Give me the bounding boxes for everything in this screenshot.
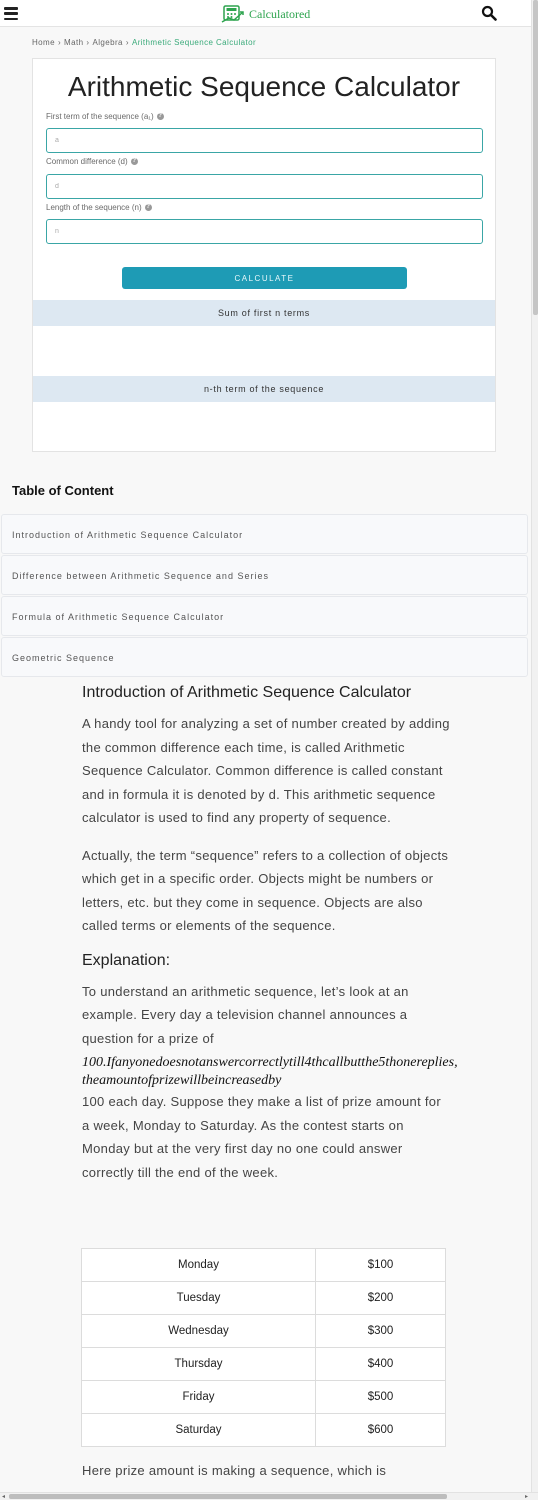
calculator-chart-logo-icon (221, 4, 245, 24)
prize-table (81, 1248, 446, 1447)
common-difference-label (46, 157, 138, 166)
table-row (82, 1348, 446, 1381)
breadcrumb-current: Arithmetic Sequence Calculator (131, 38, 257, 47)
scroll-right-arrow-icon[interactable]: ▸ (524, 1494, 528, 1500)
math-formula-line: theamountofprizewillbeincreasedby (82, 1073, 282, 1088)
vertical-scrollbar[interactable] (531, 0, 538, 1500)
table-row (82, 1315, 446, 1348)
first-term-label (46, 112, 164, 121)
breadcrumb-algebra[interactable]: Algebra (92, 38, 123, 47)
scrollbar-thumb[interactable] (533, 0, 538, 315)
sequence-length-input[interactable] (46, 219, 483, 244)
toc-item-introduction[interactable]: Introduction of Arithmetic Sequence Calculator (1, 514, 528, 554)
help-icon[interactable]: ? (132, 158, 136, 164)
toc-item-difference[interactable]: Difference between Arithmetic Sequence and Series (1, 555, 528, 595)
sequence-length-label-text: Length of the sequence (n) (46, 203, 142, 212)
article-paragraph: A handy tool for analyzing a set of number created by adding the common difference each time, is called Arithmetic Sequence Calculator. Common difference is called constant and in formula it is denoted by d. This arithmetic sequence calculator is used to find any property of sequence. (82, 716, 450, 825)
table-cell-day: Monday (82, 1249, 316, 1282)
table-row (82, 1381, 446, 1414)
article-heading: Introduction of Arithmetic Sequence Calculator (82, 684, 412, 701)
explanation-heading: Explanation: (82, 951, 171, 969)
toc-item-formula[interactable]: Formula of Arithmetic Sequence Calculator (1, 596, 528, 636)
table-cell-day: Saturday (82, 1414, 316, 1447)
first-term-label-text: First term of the sequence (a₁) (46, 112, 154, 121)
table-cell-amount: $500 (316, 1381, 446, 1414)
hamburger-menu-icon[interactable] (4, 7, 18, 20)
math-formula-line: 100.Ifanyonedoesnotanswercorrectlytill4thcallbutthe5thonereplies, (82, 1055, 458, 1070)
common-difference-label-text: Common difference (d) (46, 157, 128, 166)
chevron-right-icon: › (86, 38, 90, 47)
breadcrumb (32, 38, 256, 47)
toc-item-geometric[interactable]: Geometric Sequence (1, 637, 528, 677)
table-cell-amount: $300 (316, 1315, 446, 1348)
article-paragraph: Actually, the term “sequence” refers to a collection of objects which get in a specific order. Objects might be numbers or letters, etc. but they come in sequence. Objects are also called terms or elements of the sequence. (82, 847, 449, 933)
article-paragraph: To understand an arithmetic sequence, let’s look at an example. Every day a television channel announces a question for a prize of (82, 983, 409, 1046)
article-paragraph: 100 each day. Suppose they make a list of prize amount for a week, Monday to Saturday. As the contest starts on Monday but at the very first day no one could answer correctly till the end of the week. (82, 1094, 441, 1180)
horizontal-scrollbar[interactable] (0, 1492, 538, 1500)
sum-result-heading: Sum of first n terms (33, 300, 495, 326)
help-icon[interactable]: ? (146, 204, 150, 210)
brand-logo-link[interactable] (221, 3, 310, 25)
table-cell-day: Tuesday (82, 1282, 316, 1315)
table-cell-day: Thursday (82, 1348, 316, 1381)
table-cell-amount: $600 (316, 1414, 446, 1447)
calculate-button[interactable]: CALCULATE (122, 267, 407, 289)
table-cell-day: Wednesday (82, 1315, 316, 1348)
search-icon[interactable] (481, 5, 497, 21)
scroll-left-arrow-icon[interactable]: ◂ (2, 1494, 6, 1500)
nth-term-result-heading: n-th term of the sequence (33, 376, 495, 402)
breadcrumb-math[interactable]: Math (64, 38, 84, 47)
breadcrumb-home[interactable]: Home (32, 38, 55, 47)
page-title: Arithmetic Sequence Calculator (67, 71, 461, 102)
first-term-input[interactable] (46, 128, 483, 153)
toc-title: Table of Content (12, 483, 114, 498)
chevron-right-icon: › (125, 38, 129, 47)
help-icon[interactable]: ? (158, 113, 162, 119)
table-cell-day: Friday (82, 1381, 316, 1414)
table-cell-amount: $400 (316, 1348, 446, 1381)
article-paragraph: Here prize amount is making a sequence, which is (82, 1463, 387, 1478)
table-row (82, 1282, 446, 1315)
calculator-card (32, 58, 496, 452)
top-navbar (0, 0, 538, 27)
table-row (82, 1249, 446, 1282)
sequence-length-label (46, 203, 152, 212)
table-cell-amount: $200 (316, 1282, 446, 1315)
table-row (82, 1414, 446, 1447)
article-content (82, 684, 458, 1184)
scrollbar-thumb[interactable] (9, 1494, 447, 1499)
common-difference-input[interactable] (46, 174, 483, 199)
brand-name: Calculatored (249, 6, 311, 21)
chevron-right-icon: › (57, 38, 62, 47)
table-cell-amount: $100 (316, 1249, 446, 1282)
